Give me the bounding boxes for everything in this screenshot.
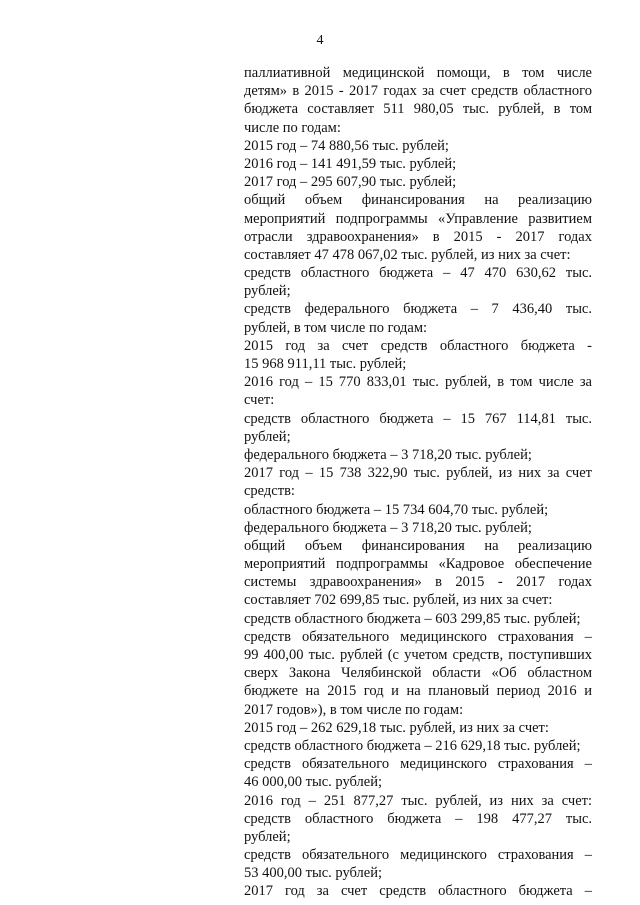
text-line: средств:	[244, 483, 295, 500]
text-line: средств областного бюджета – 198 477,27 тыс.	[244, 810, 592, 827]
text-line: детям» в 2015 - 2017 годах за счет средств областного	[244, 83, 592, 100]
text-line: 2017 год – 15 738 322,90 тыс. рублей, из них за счет	[244, 465, 592, 482]
text-line: системы здравоохранения» в 2015 - 2017 годах	[244, 574, 592, 591]
text-line: отрасли здравоохранения» в 2015 - 2017 годах	[244, 228, 592, 245]
text-line: федерального бюджета – 3 718,20 тыс. рублей;	[244, 446, 532, 463]
text-line: 53 400,00 тыс. рублей;	[244, 865, 382, 882]
text-line: средств областного бюджета – 603 299,85 тыс. рублей;	[244, 610, 581, 627]
text-line: средств федерального бюджета – 7 436,40 тыс.	[244, 301, 592, 318]
text-line: 15 968 911,11 тыс. рублей;	[244, 356, 407, 372]
text-line: федерального бюджета – 3 718,20 тыс. рублей;	[244, 519, 532, 536]
text-line: средств областного бюджета – 216 629,18 тыс. рублей;	[244, 737, 581, 754]
text-line: средств областного бюджета – 15 767 114,81 тыс.	[244, 410, 592, 427]
text-line: 2015 год – 262 629,18 тыс. рублей, из них за счет:	[244, 719, 549, 736]
text-line: 2015 год за счет средств областного бюджета -	[244, 337, 592, 354]
text-line: 99 400,00 тыс. рублей (с учетом средств, поступивших	[244, 647, 592, 663]
text-line: 2017 год – 295 607,90 тыс. рублей;	[244, 174, 457, 191]
text-line: 2016 год – 141 491,59 тыс. рублей;	[244, 155, 457, 172]
text-line: средств обязательного медицинского страхования –	[244, 847, 592, 864]
text-line: сверх Закона Челябинской области «Об областном	[244, 665, 592, 682]
text-line: общий объем финансирования на реализацию	[244, 537, 592, 554]
text-line: составляет 47 478 067,02 тыс. рублей, из них за счет:	[244, 246, 571, 263]
text-line: 2017 годов»), в том числе по годам:	[244, 701, 464, 718]
text-line: рублей;	[244, 828, 291, 845]
text-line: средств областного бюджета – 47 470 630,62 тыс.	[244, 265, 592, 282]
text-line: составляет 702 699,85 тыс. рублей, из них за счет:	[244, 592, 553, 609]
text-line: 2017 год за счет средств областного бюджета –	[244, 883, 592, 900]
text-line: бюджета составляет 511 980,05 тыс. рублей, в том	[244, 101, 592, 118]
text-line: 2016 год – 251 877,27 тыс. рублей, из них за счет:	[244, 792, 592, 809]
text-line: мероприятий подпрограммы «Кадровое обеспечение	[244, 556, 592, 573]
text-line: областного бюджета – 15 734 604,70 тыс. рублей;	[244, 501, 549, 518]
page-number: 4	[316, 33, 324, 48]
body-text	[244, 64, 592, 901]
text-line: бюджете на 2015 год и на плановый период 2016 и	[244, 683, 592, 700]
text-line: числе по годам:	[244, 119, 341, 136]
text-line: общий объем финансирования на реализацию	[244, 192, 592, 209]
text-line: средств обязательного медицинского страхования –	[244, 756, 592, 773]
text-line: 46 000,00 тыс. рублей;	[244, 774, 382, 791]
text-line: рублей;	[244, 428, 291, 445]
text-line: 2016 год – 15 770 833,01 тыс. рублей, в том числе за	[244, 374, 592, 391]
text-line: рублей;	[244, 283, 291, 300]
text-line: мероприятий подпрограммы «Управление развитием	[244, 210, 592, 227]
text-line: паллиативной медицинской помощи, в том числе	[244, 65, 592, 81]
text-line: рублей, в том числе по годам:	[244, 319, 428, 336]
text-line: средств обязательного медицинского страхования –	[244, 628, 592, 645]
text-line: 2015 год – 74 880,56 тыс. рублей;	[244, 137, 449, 154]
text-line: счет:	[244, 392, 275, 409]
